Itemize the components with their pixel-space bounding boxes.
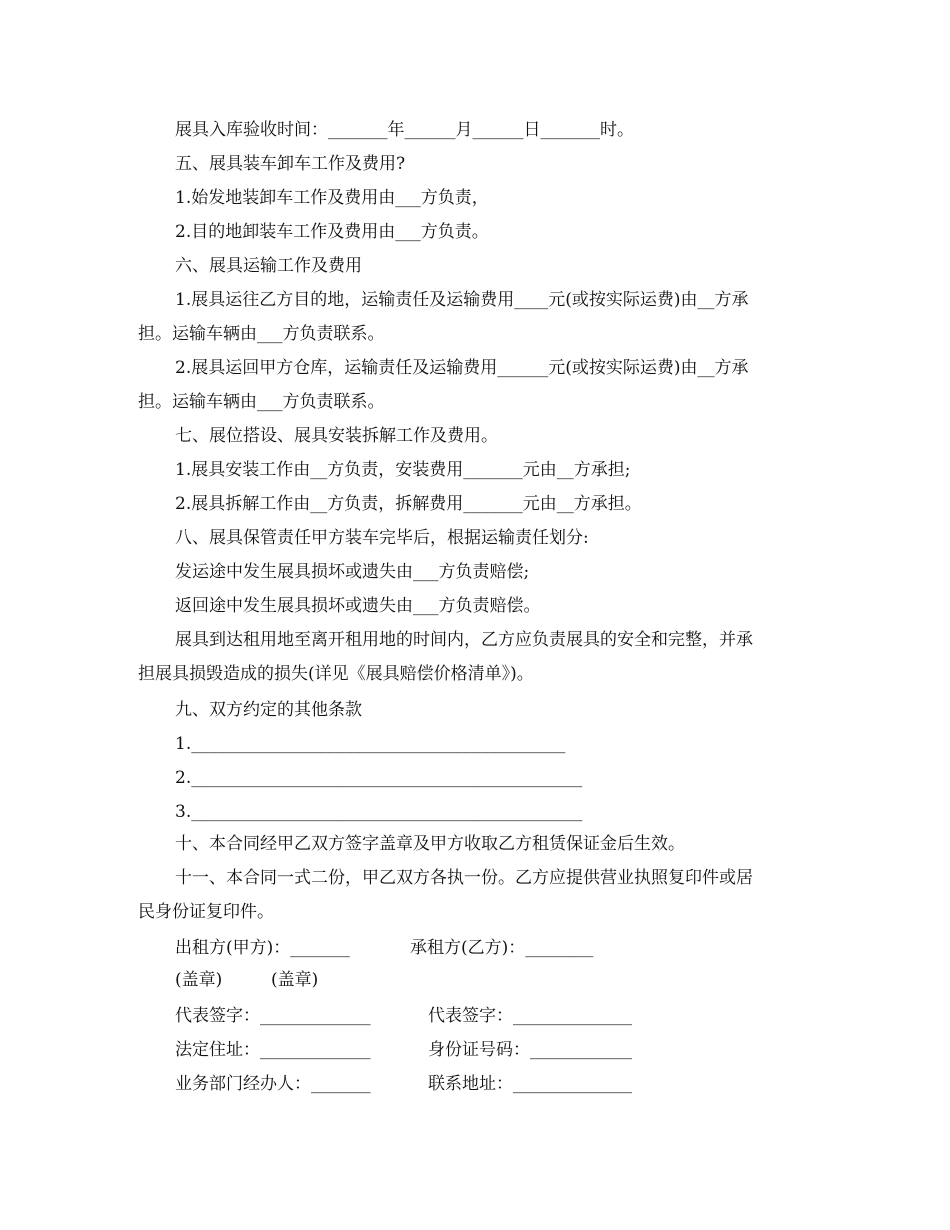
section-6-item-1-cont: 担。运输车辆由___方负责联系。 (138, 324, 385, 344)
lessor-seal: (盖章) (175, 970, 223, 990)
section-9-item-3: 3.______________________________________________ (175, 802, 583, 822)
lessee-label: 承租方(乙方)：________ (410, 938, 594, 958)
section-8-heading: 八、展具保管责任甲方装车完毕后，根据运输责任划分: (175, 528, 589, 548)
section-6-item-2-cont: 担。运输车辆由___方负责联系。 (138, 392, 385, 412)
lessor-business-handler: 业务部门经办人：_______ (175, 1074, 371, 1094)
section-7-heading: 七、展位搭设、展具安装拆解工作及费用。 (175, 426, 498, 446)
section-5-heading: 五、展具装车卸车工作及费用? (175, 154, 406, 174)
lessee-id-number: 身份证号码：____________ (428, 1040, 632, 1060)
section-11-cont: 民身份证复印件。 (138, 902, 274, 922)
section-8-responsibility-cont: 担展具损毁造成的损失(详见《展具赔偿价格清单》)。 (138, 664, 534, 684)
acceptance-time-line: 展具入库验收时间：_______年______月______日_______时。 (175, 120, 634, 140)
section-9-heading: 九、双方约定的其他条款 (175, 700, 362, 720)
section-8-return: 返回途中发生展具损坏或遗失由___方负责赔偿。 (175, 596, 541, 616)
section-9-item-2: 2.______________________________________________ (175, 768, 583, 788)
section-11: 十一、本合同一式二份，甲乙双方各执一份。乙方应提供营业执照复印件或居 (175, 868, 753, 888)
section-8-responsibility: 展具到达租用地至离开租用地的时间内，乙方应负责展具的安全和完整，并承 (175, 630, 753, 650)
section-7-item-1: 1.展具安装工作由__方负责，安装费用_______元由__方承担; (175, 460, 631, 480)
section-6-item-1: 1.展具运往乙方目的地，运输责任及运输费用____元(或按实际运费)由__方承 (175, 290, 749, 310)
lessor-label: 出租方(甲方)：_______ (175, 938, 350, 958)
section-8-outbound: 发运途中发生展具损坏或遗失由___方负责赔偿; (175, 562, 530, 582)
section-6-heading: 六、展具运输工作及费用 (175, 256, 362, 276)
lessee-seal: (盖章) (271, 970, 319, 990)
section-7-item-2: 2.展具拆解工作由__方负责，拆解费用_______元由__方承担。 (175, 494, 642, 514)
section-9-item-1: 1.____________________________________________ (175, 734, 566, 754)
section-5-item-1: 1.始发地装卸车工作及费用由___方负责， (175, 188, 489, 208)
section-5-item-2: 2.目的地卸装车工作及费用由___方负责。 (175, 222, 489, 242)
section-10: 十、本合同经甲乙双方签字盖章及甲方收取乙方租赁保证金后生效。 (175, 834, 685, 854)
section-6-item-2: 2.展具运回甲方仓库，运输责任及运输费用______元(或按实际运费)由__方承 (175, 358, 749, 378)
lessee-representative-signature: 代表签字：______________ (428, 1006, 632, 1026)
lessor-representative-signature: 代表签字：_____________ (175, 1006, 371, 1026)
lessor-legal-address: 法定住址：_____________ (175, 1040, 371, 1060)
lessee-contact-address: 联系地址：______________ (428, 1074, 632, 1094)
